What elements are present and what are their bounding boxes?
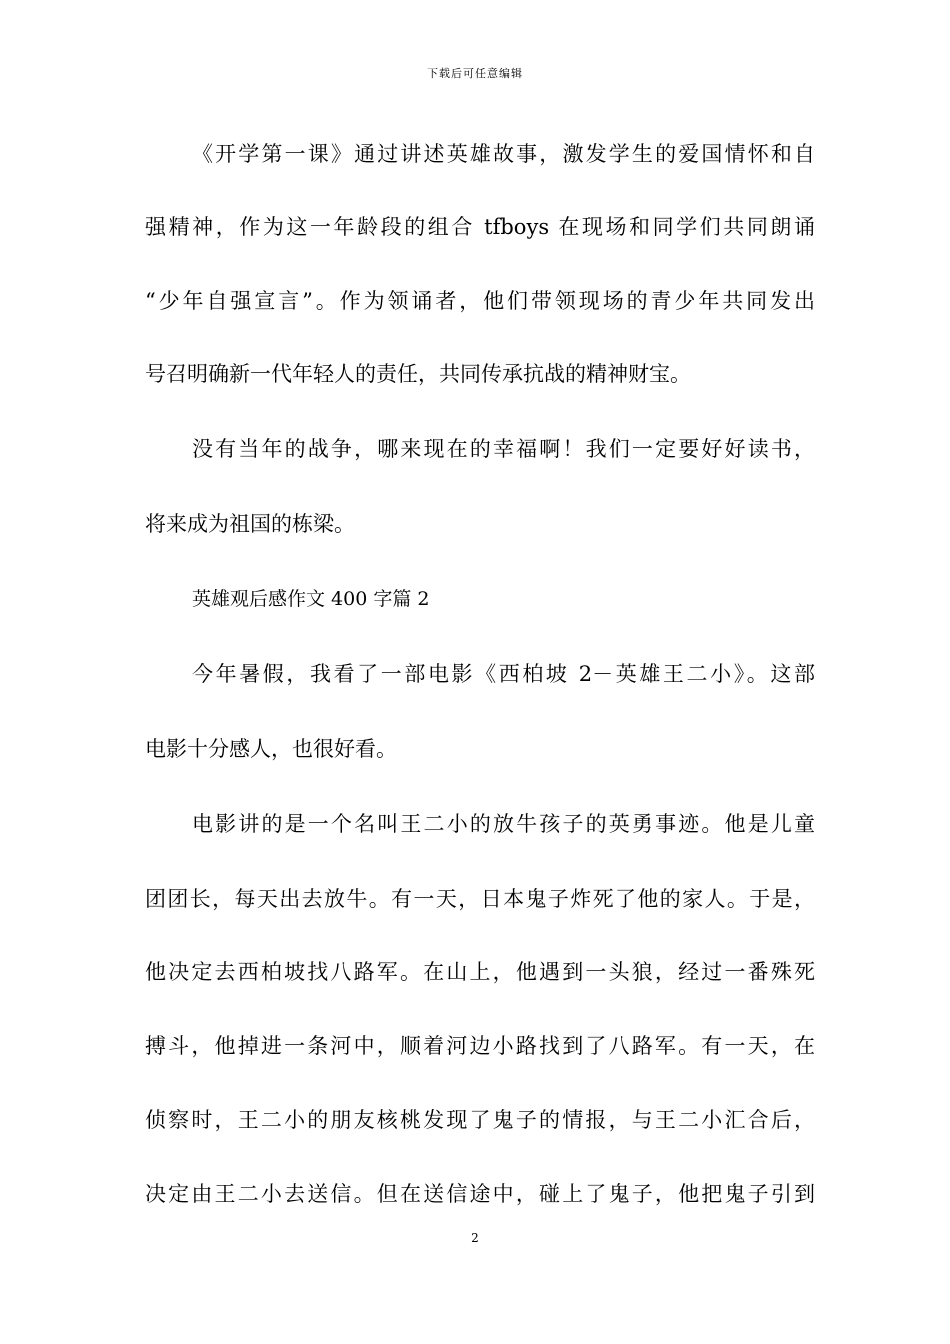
paragraph-line: 团团长，每天出去放牛。有一天，日本鬼子炸死了他的家人。于是， [145, 887, 815, 911]
paragraph-line: 《开学第一课》通过讲述英雄故事，激发学生的爱国情怀和自 [192, 142, 815, 166]
paragraph-line: 号召明确新一代年轻人的责任，共同传承抗战的精神财宝。 [145, 362, 691, 386]
page-number: 2 [471, 1231, 479, 1245]
paragraph-line: 没有当年的战争，哪来现在的幸福啊！我们一定要好好读书， [192, 437, 815, 461]
paragraph-line: 搏斗，他掉进一条河中，顺着河边小路找到了八路军。有一天，在 [145, 1034, 815, 1058]
paragraph-line: 决定由王二小去送信。但在送信途中，碰上了鬼子，他把鬼子引到 [145, 1182, 815, 1206]
paragraph-line: “少年自强宣言”。作为领诵者，他们带领现场的青少年共同发出 [145, 289, 815, 313]
paragraph-line: 将来成为祖国的栋梁。 [145, 512, 355, 536]
paragraph-line: 电影讲的是一个名叫王二小的放牛孩子的英勇事迹。他是儿童 [192, 812, 815, 836]
paragraph-line: 他决定去西柏坡找八路军。在山上，他遇到一头狼，经过一番殊死 [145, 960, 815, 984]
section-heading: 英雄观后感作文 400 字篇 2 [192, 588, 430, 610]
paragraph-line: 强精神，作为这一年龄段的组合 tfboys 在现场和同学们共同朗诵 [145, 215, 815, 239]
page-header: 下载后可任意编辑 [427, 67, 523, 80]
paragraph-line: 电影十分感人，也很好看。 [145, 737, 397, 761]
paragraph-line: 侦察时，王二小的朋友核桃发现了鬼子的情报，与王二小汇合后， [145, 1108, 815, 1132]
paragraph-line: 今年暑假，我看了一部电影《西柏坡 2－英雄王二小》。这部 [192, 662, 815, 686]
